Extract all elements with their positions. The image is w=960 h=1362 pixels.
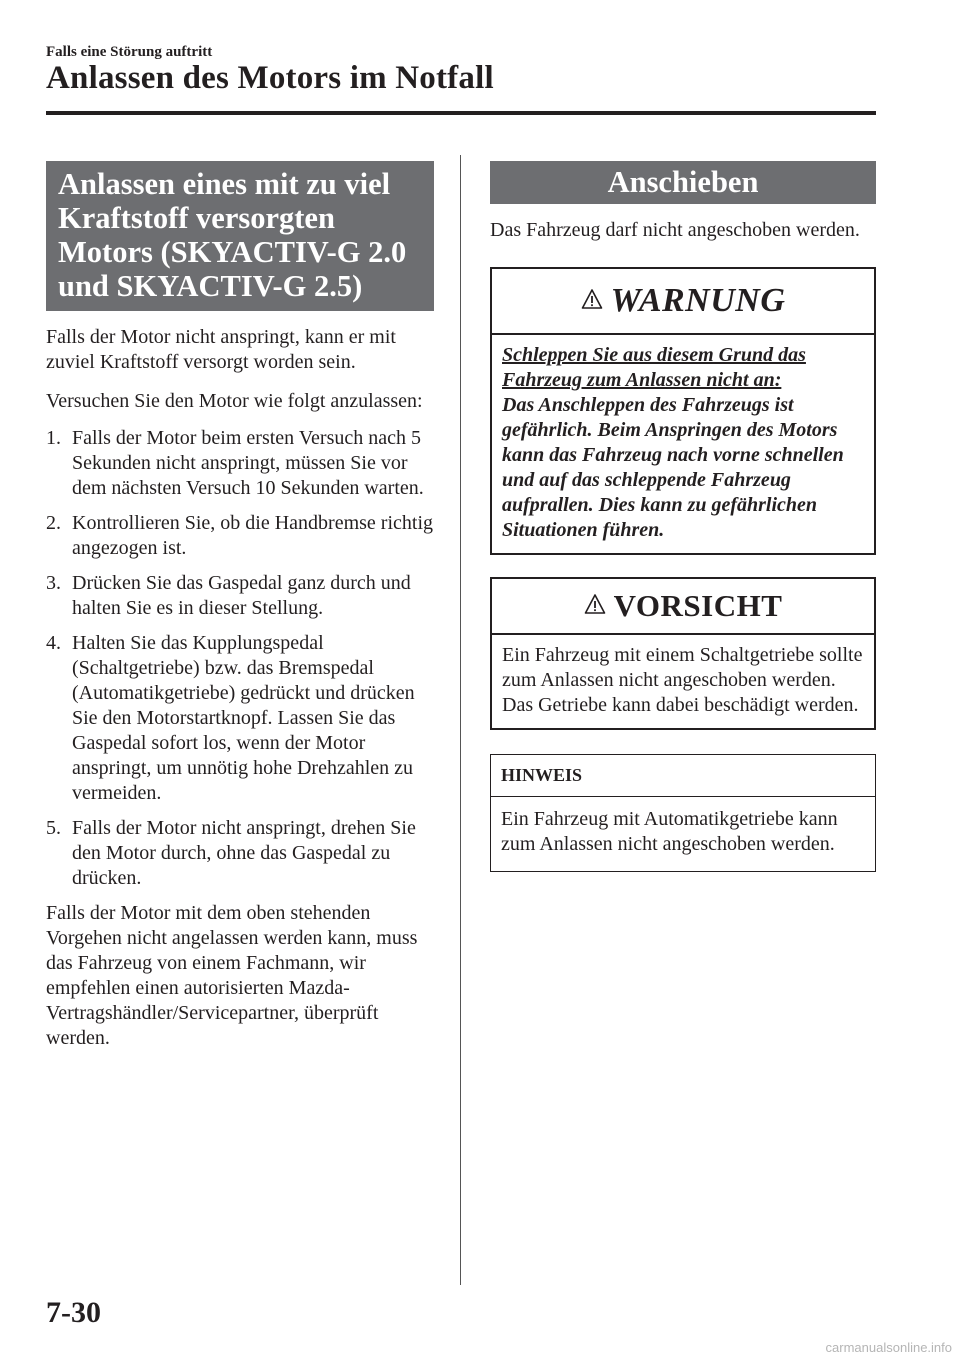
list-item: 2. Kontrollieren Sie, ob die Handbremse richtig angezogen ist. — [46, 512, 434, 559]
left-column — [46, 161, 434, 1051]
section-heading-flooded-engine: Anlassen eines mit zu viel Kraftstoff versorgten Motors (SKYACTIV-G 2.0 und SKYACTIV-G 2.5) — [46, 161, 434, 311]
list-item: 4. Halten Sie das Kupplungspedal (Schaltgetriebe) bzw. das Bremspedal (Automatikgetriebe) gedrückt und drücken Sie den Motorstartknopf. Lassen Sie das Gaspedal sofort los, wenn der Motor anspringt, um unnötig hohe Drehzahlen zu vermeiden. — [46, 632, 415, 804]
column-divider — [460, 155, 461, 1285]
intro-paragraph: Falls der Motor nicht anspringt, kann er mit zuviel Kraftstoff versorgt worden sein. — [46, 326, 396, 373]
warning-triangle-icon — [584, 593, 606, 620]
watermark-site: carmanualsonline.info — [825, 1340, 952, 1355]
note-header — [491, 755, 875, 797]
caution-text: Ein Fahrzeug mit einem Schaltgetriebe sollte zum Anlassen nicht angeschoben werden. Das Getriebe kann dabei beschädigt werden. — [502, 644, 863, 716]
warning-box — [490, 267, 876, 555]
note-text: Ein Fahrzeug mit Automatikgetriebe kann zum Anlassen nicht angeschoben werden. — [501, 808, 838, 855]
closing-paragraph: Falls der Motor mit dem oben stehenden Vorgehen nicht angelassen werden kann, muss das Fahrzeug von einem Fachmann, wir empfehlen einen autorisierten Mazda-Vertragshändler/Servicepartner, überprüft werden. — [46, 902, 418, 1049]
warning-header — [492, 269, 874, 335]
steps-list — [46, 426, 434, 891]
note-box — [490, 754, 876, 872]
page-title: Anlassen des Motors im Notfall — [46, 60, 494, 96]
instruction-paragraph: Versuchen Sie den Motor wie folgt anzulassen: — [46, 390, 423, 412]
warning-title: WARNUNG — [610, 282, 786, 319]
caution-box — [490, 577, 876, 730]
note-title: HINWEIS — [501, 765, 583, 785]
right-column — [490, 161, 876, 872]
push-start-paragraph: Das Fahrzeug darf nicht angeschoben werden. — [490, 219, 860, 241]
caution-header — [492, 579, 874, 635]
warning-body — [492, 335, 874, 553]
chapter-label: Falls eine Störung auftritt — [46, 44, 213, 60]
warning-underlined-text: Schleppen Sie aus diesem Grund das Fahrzeug zum Anlassen nicht an: — [502, 344, 806, 391]
page-number: 7-30 — [46, 1296, 101, 1329]
list-item: 3. Drücken Sie das Gaspedal ganz durch und halten Sie es in dieser Stellung. — [46, 572, 411, 619]
list-item: 1. Falls der Motor beim ersten Versuch nach 5 Sekunden nicht anspringt, müssen Sie vor dem nächsten Versuch 10 Sekunden warten. — [46, 427, 424, 499]
caution-title: VORSICHT — [613, 588, 783, 623]
list-item: 5. Falls der Motor nicht anspringt, drehen Sie den Motor durch, ohne das Gaspedal zu drücken. — [46, 817, 416, 889]
header-divider — [46, 111, 876, 115]
section-heading-push-start: Anschieben — [490, 161, 876, 204]
warning-text: Das Anschleppen des Fahrzeugs ist gefährlich. Beim Anspringen des Motors kann das Fahrzeug nach vorne schnellen und auf das schleppende Fahrzeug aufprallen. Dies kann zu gefährlichen Situationen führen. — [502, 394, 844, 541]
warning-triangle-icon — [581, 288, 603, 315]
